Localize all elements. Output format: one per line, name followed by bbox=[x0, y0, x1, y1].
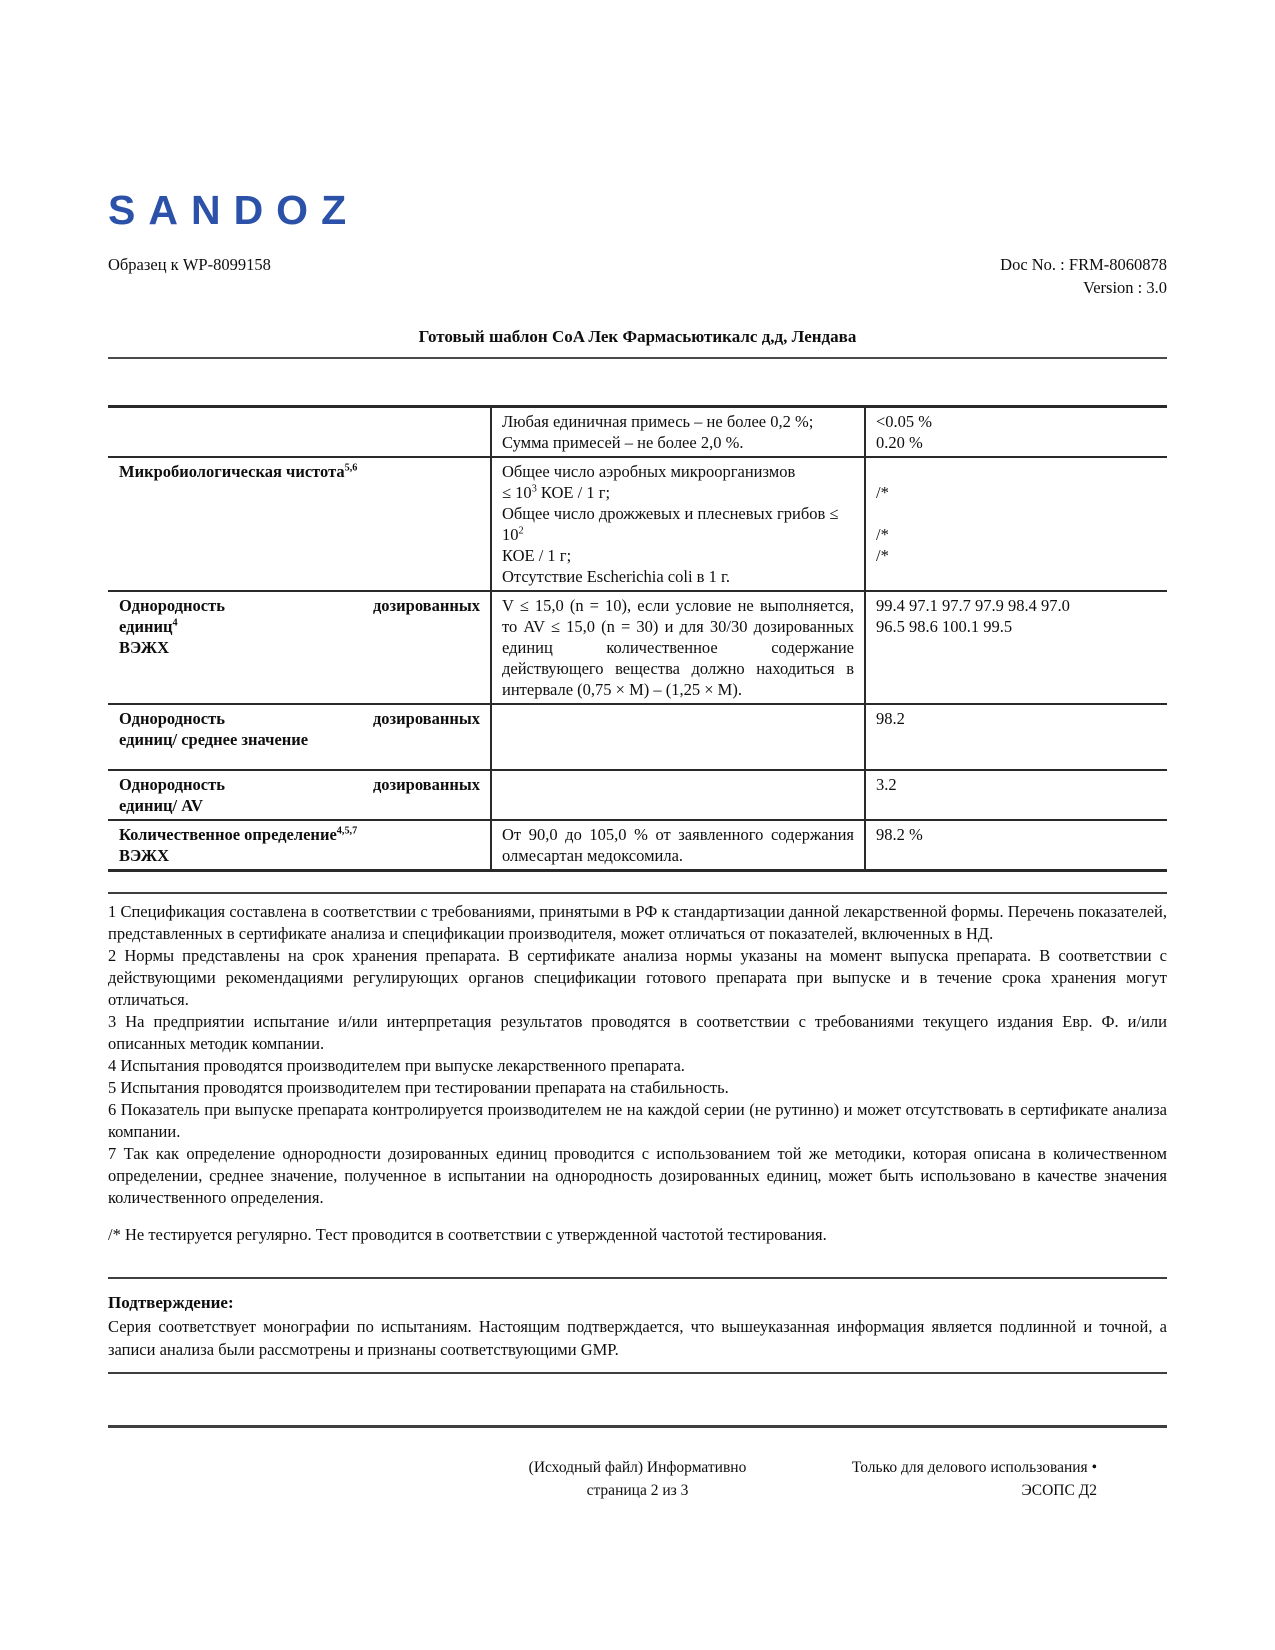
param-label bbox=[119, 616, 480, 637]
text-part: Общее число дрожжевых и плесневых грибов ≤ 10 bbox=[502, 504, 839, 544]
footer-divider bbox=[108, 1425, 1167, 1428]
table-row-uniformity bbox=[108, 591, 1167, 704]
requirement-text: От 90,0 до 105,0 % от заявленного содержания олмесартан медоксомила. bbox=[502, 825, 854, 865]
param-text: единиц bbox=[119, 617, 173, 636]
text-line: Отсутствие Escherichia coli в 1 г. bbox=[502, 567, 730, 586]
result-value: 0.20 % bbox=[876, 433, 923, 452]
param-text: Количественное определение bbox=[119, 825, 337, 844]
document-header bbox=[108, 253, 1167, 299]
param-text: Однородность bbox=[119, 596, 225, 615]
param-text: Микробиологическая чистота bbox=[119, 462, 345, 481]
confirmation-divider-top bbox=[108, 1277, 1167, 1279]
sandoz-logo: SANDOZ bbox=[108, 187, 360, 233]
param-cell bbox=[108, 820, 491, 871]
param-text: дозированных bbox=[372, 775, 480, 794]
footer-system-ref: ЭСОПС Д2 bbox=[1021, 1482, 1097, 1499]
text-part: ≤ 10 bbox=[502, 483, 532, 502]
text-line: Сумма примесей – не более 2,0 %. bbox=[502, 433, 744, 452]
param-text: дозированных bbox=[372, 596, 480, 615]
param-label bbox=[119, 595, 480, 616]
param-superscript: 4,5,7 bbox=[336, 825, 358, 837]
table-row-microbiology bbox=[108, 457, 1167, 591]
requirement-cell bbox=[491, 770, 865, 820]
param-label bbox=[119, 708, 480, 729]
sample-reference: Образец к WP-8099158 bbox=[108, 255, 271, 274]
exponent: 3 bbox=[531, 483, 537, 495]
requirement-cell bbox=[491, 704, 865, 770]
result-cell bbox=[865, 770, 1167, 820]
param-cell bbox=[108, 407, 491, 458]
result-spacer bbox=[876, 503, 1157, 524]
page-content bbox=[0, 187, 1275, 1502]
param-text: Однородность bbox=[119, 775, 225, 794]
footer-center bbox=[529, 1456, 747, 1502]
footer-page-number: страница 2 из 3 bbox=[586, 1482, 689, 1499]
param-label bbox=[119, 824, 480, 845]
table-row-uniformity-mean bbox=[108, 704, 1167, 770]
confirmation-divider-bottom bbox=[108, 1372, 1167, 1374]
requirement-cell bbox=[491, 457, 865, 591]
param-cell bbox=[108, 591, 491, 704]
param-superscript: 5,6 bbox=[344, 462, 358, 474]
result-value: 3.2 bbox=[876, 775, 897, 794]
param-cell bbox=[108, 770, 491, 820]
page-footer bbox=[108, 1456, 1167, 1502]
doc-number: Doc No. : FRM-8060878 bbox=[1000, 255, 1167, 274]
doc-meta bbox=[1000, 253, 1167, 299]
doc-version: Version : 3.0 bbox=[1083, 278, 1167, 297]
result-value: 98.2 bbox=[876, 709, 905, 728]
text-line bbox=[502, 482, 854, 503]
result-value: 99.4 97.1 97.7 97.9 98.4 97.0 bbox=[876, 596, 1070, 615]
result-value: /* bbox=[876, 546, 889, 565]
text-line: Общее число аэробных микроорганизмов bbox=[502, 462, 796, 481]
result-value: /* bbox=[876, 483, 889, 502]
result-cell bbox=[865, 591, 1167, 704]
param-cell bbox=[108, 704, 491, 770]
footer-business-use: Только для делового использования • bbox=[851, 1459, 1097, 1476]
footnote: 5 Испытания проводятся производителем при тестировании препарата на стабильность. bbox=[108, 1078, 729, 1097]
footer-file-info: (Исходный файл) Информативно bbox=[528, 1459, 747, 1476]
table-row-impurities bbox=[108, 407, 1167, 458]
method-label: ВЭЖХ bbox=[119, 638, 170, 657]
text-part: КОЕ / 1 г; bbox=[536, 483, 611, 502]
footnote: 7 Так как определение однородности дозированных единиц проводится с использованием той же методики, которая описана в количественном определении, среднее значение, полученное в испытании на однородность дозированных единиц, может быть использовано в качестве значения количественного определения. bbox=[108, 1144, 1167, 1207]
result-value: /* bbox=[876, 525, 889, 544]
footnote: 4 Испытания проводятся производителем при выпуске лекарственного препарата. bbox=[108, 1056, 685, 1075]
result-value: 98.2 % bbox=[876, 825, 923, 844]
result-cell bbox=[865, 457, 1167, 591]
param-text: дозированных bbox=[372, 709, 480, 728]
specification-table bbox=[108, 405, 1167, 872]
text-line: КОЕ / 1 г; bbox=[502, 546, 572, 565]
document-title: Готовый шаблон CoA Лек Фармасьютикалс д,д, Лендава bbox=[108, 327, 1167, 359]
result-cell bbox=[865, 820, 1167, 871]
param-cell bbox=[108, 457, 491, 591]
confirmation-text: Серия соответствует монографии по испытаниям. Настоящим подтверждается, что вышеуказанная информация является подлинной и точной, а записи анализа были рассмотрены и признаны соответствующими GMP. bbox=[108, 1317, 1167, 1359]
footnote: 1 Спецификация составлена в соответствии с требованиями, принятыми в РФ к стандартизации данной лекарственной формы. Перечень показателей, представленных в сертификате анализа и спецификации производителя, может отличаться от показателей, включенных в НД. bbox=[108, 902, 1167, 943]
star-note: /* Не тестируется регулярно. Тест проводится в соответствии с утвержденной частотой тестирования. bbox=[108, 1225, 827, 1244]
result-spacer bbox=[876, 461, 1157, 482]
result-value: <0.05 % bbox=[876, 412, 933, 431]
exponent: 2 bbox=[518, 525, 524, 537]
param-superscript: 4 bbox=[172, 617, 178, 629]
param-text: Однородность bbox=[119, 709, 225, 728]
method-label: ВЭЖХ bbox=[119, 846, 170, 865]
result-cell bbox=[865, 704, 1167, 770]
param-label: единиц/ AV bbox=[119, 796, 203, 815]
text-line: Любая единичная примесь – не более 0,2 %; bbox=[502, 412, 814, 431]
footnote: 3 На предприятии испытание и/или интерпретация результатов проводятся в соответствии с требованиями текущего издания Евр. Ф. и/или описанных методик компании. bbox=[108, 1012, 1167, 1053]
requirement-cell bbox=[491, 591, 865, 704]
footer-right bbox=[746, 1456, 1167, 1502]
text-line bbox=[502, 503, 854, 545]
result-cell bbox=[865, 407, 1167, 458]
footnote: 2 Нормы представлены на срок хранения препарата. В сертификате анализа нормы указаны на момент выпуска препарата. В соответствии с действующими рекомендациями регулирующих органов спецификации готового препарата при выпуске и в течение срока хранения могут отличаться. bbox=[108, 946, 1167, 1009]
requirement-text: V ≤ 15,0 (n = 10), если условие не выполняется, то AV ≤ 15,0 (n = 30) и для 30/30 дозированных единиц количественное содержание действующего вещества должно находиться в интервале (0,75 × M) – (1,25 × M). bbox=[502, 596, 854, 699]
footnotes-block bbox=[108, 894, 1167, 1209]
confirmation-heading: Подтверждение: bbox=[108, 1293, 234, 1312]
param-label bbox=[119, 774, 480, 795]
footnote: 6 Показатель при выпуске препарата контролируется производителем не на каждой серии (не рутинно) и может отсутствовать в сертификате анализа компании. bbox=[108, 1100, 1167, 1141]
result-value: 96.5 98.6 100.1 99.5 bbox=[876, 617, 1013, 636]
footer-left-spacer bbox=[108, 1456, 529, 1502]
param-label bbox=[119, 461, 480, 482]
param-label: единиц/ среднее значение bbox=[119, 730, 309, 749]
requirement-cell bbox=[491, 820, 865, 871]
table-row-uniformity-av bbox=[108, 770, 1167, 820]
table-row-assay bbox=[108, 820, 1167, 871]
requirement-cell bbox=[491, 407, 865, 458]
